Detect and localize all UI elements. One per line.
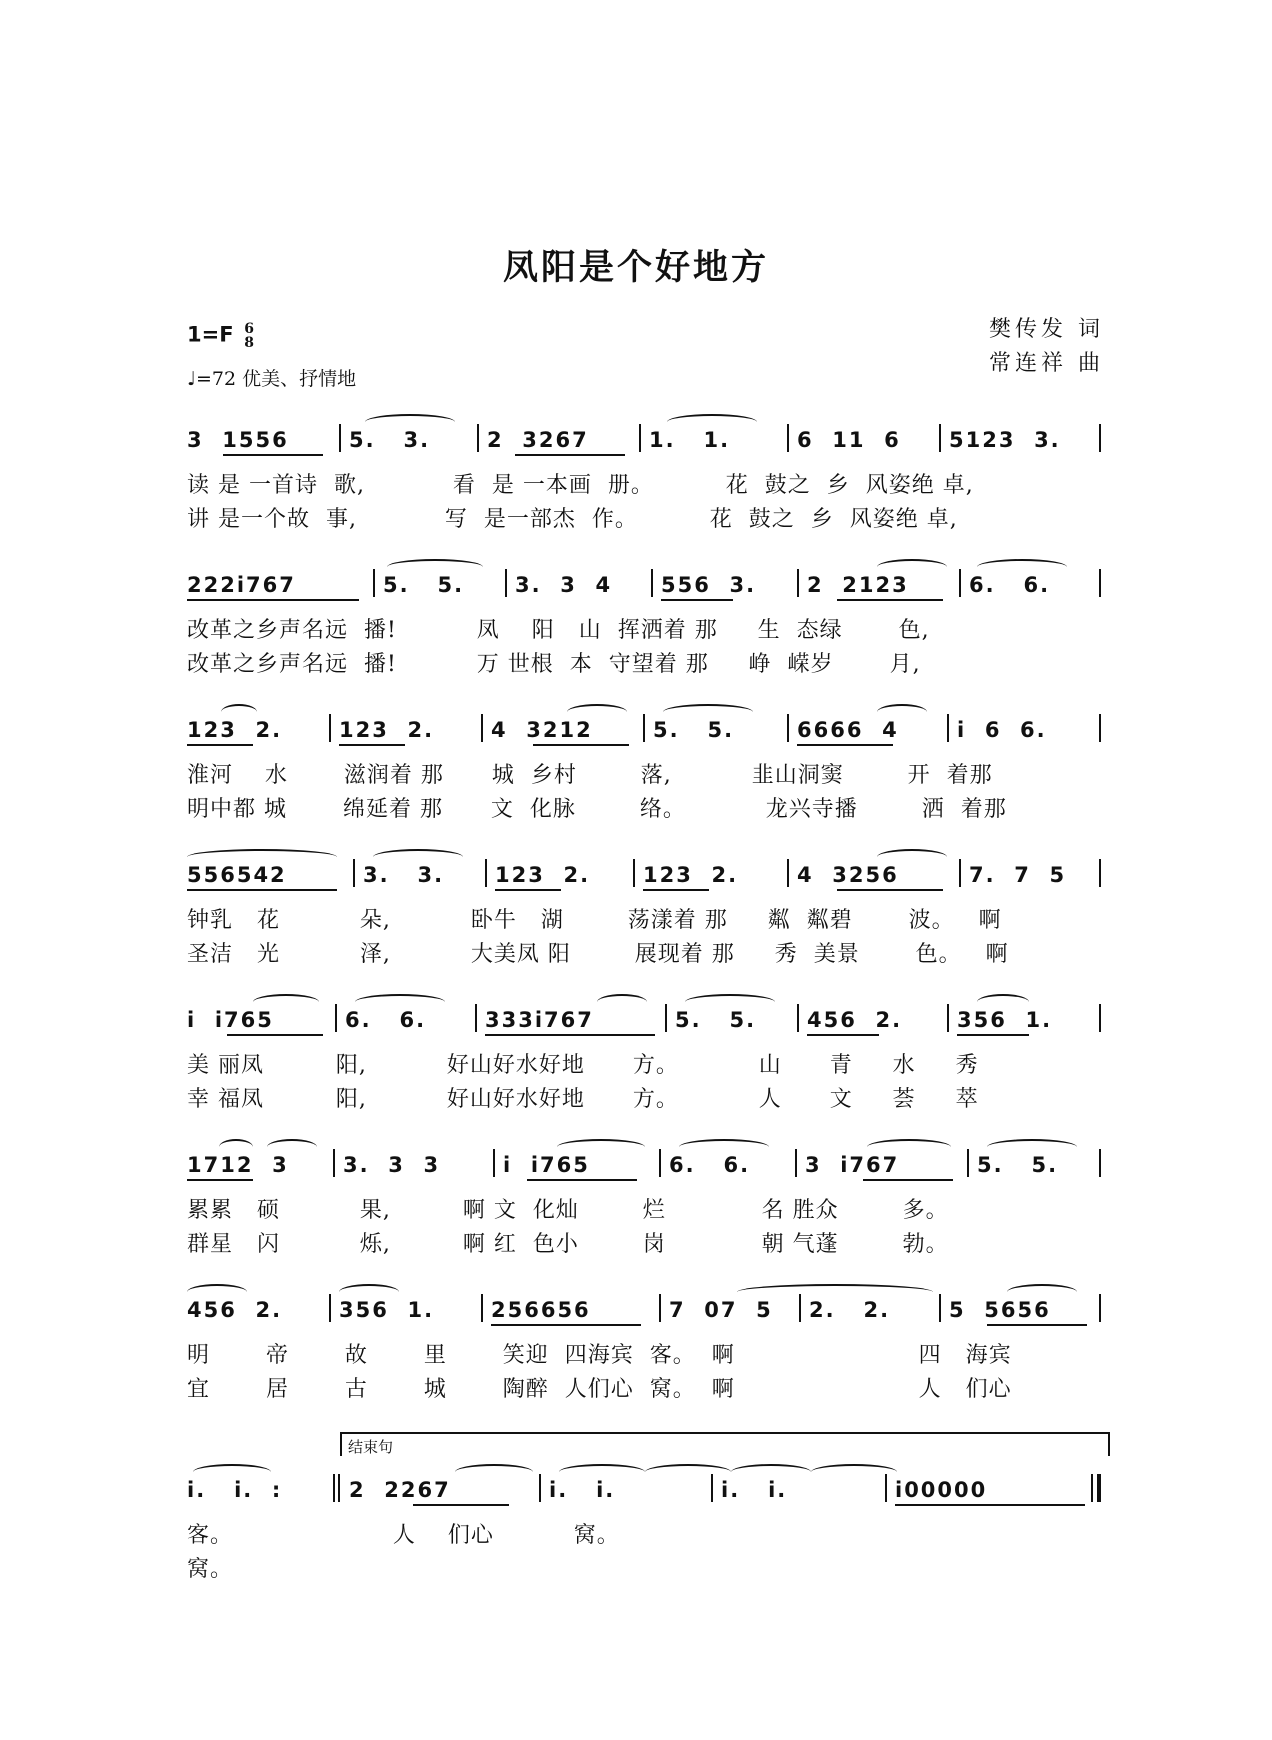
tie-slur <box>355 994 445 1010</box>
measure: 556 3. <box>661 573 757 597</box>
tie-slur <box>559 1464 645 1480</box>
measure: i00000 <box>895 1478 988 1502</box>
tie-slur <box>977 994 1029 1010</box>
tie-slur <box>567 704 627 720</box>
tie-slur <box>187 849 337 865</box>
measure: 6666 4 <box>797 718 899 742</box>
measure: 7. 7 5 <box>969 863 1067 887</box>
ending-bracket <box>340 1432 1110 1456</box>
bar-line <box>481 714 483 742</box>
bar-line <box>475 1004 477 1032</box>
measure: 123 2. <box>495 863 591 887</box>
time-denominator: 8 <box>244 335 254 351</box>
bar-line <box>659 1149 661 1177</box>
measure: 6. 6. <box>969 573 1051 597</box>
tie-slur <box>557 1139 645 1155</box>
bar-line <box>967 1149 969 1177</box>
bar-line <box>339 424 341 452</box>
measure: 3. 3 4 <box>515 573 613 597</box>
key-signature <box>187 322 254 350</box>
tie-slur <box>193 1464 271 1480</box>
beam <box>957 1034 1029 1036</box>
lyric-verse-1: 明 帝 故 里 笑迎 四海宾 客。 啊 四 海宾 <box>187 1343 1012 1368</box>
time-signature <box>244 322 254 350</box>
beam <box>413 1504 509 1506</box>
lyric-verse-2: 圣洁 光 泽, 大美凤 阳 展现着 那 秀 美景 色。 啊 <box>187 942 1009 967</box>
bar-line <box>939 1294 941 1322</box>
measure: 256656 <box>491 1298 591 1322</box>
bar-line <box>373 569 375 597</box>
lyric-verse-2: 明中都 城 绵延着 那 文 化脉 络。 龙兴寺播 洒 着那 <box>187 797 1007 822</box>
beam <box>187 744 253 746</box>
beam <box>227 1034 323 1036</box>
bar-line <box>643 714 645 742</box>
measure: 5 5656 <box>949 1298 1051 1322</box>
bar-line <box>959 569 961 597</box>
bar-line <box>1099 1149 1101 1177</box>
tie-slur <box>877 704 927 720</box>
tie-slur <box>387 559 483 575</box>
tie-slur <box>373 849 463 865</box>
beam <box>807 1034 879 1036</box>
ending-label: 结束句 <box>348 1438 394 1456</box>
bar-line <box>333 1474 335 1502</box>
measure: 123 2. <box>339 718 435 742</box>
bar-line <box>329 714 331 742</box>
measure: i 6 6. <box>957 718 1047 742</box>
measure: 123 2. <box>643 863 739 887</box>
bar-line <box>795 1149 797 1177</box>
beam <box>863 1179 953 1181</box>
bar-line <box>947 714 949 742</box>
lyric-verse-2: 宜 居 古 城 陶醉 人们心 窝。 啊 人 们心 <box>187 1377 1012 1402</box>
bar-line <box>639 424 641 452</box>
bar-line <box>787 424 789 452</box>
tie-slur <box>221 704 257 720</box>
measure: 222i767 <box>187 573 296 597</box>
bar-line <box>959 859 961 887</box>
measure: 456 2. <box>187 1298 283 1322</box>
notation-line <box>187 708 1107 752</box>
beam <box>533 744 629 746</box>
measure: 5. 5. <box>653 718 735 742</box>
tie-slur <box>737 1284 933 1300</box>
tie-slur <box>219 1139 253 1155</box>
tie-slur <box>731 1464 811 1480</box>
key-label: 1=F <box>187 322 234 347</box>
song-title: 凤阳是个好地方 <box>502 247 769 288</box>
notation-line <box>187 563 1107 607</box>
measure: 1712 3 <box>187 1153 289 1177</box>
beam <box>837 889 943 891</box>
tie-slur <box>977 559 1067 575</box>
tie-slur <box>667 414 757 430</box>
bar-line <box>333 1149 335 1177</box>
beam <box>527 1179 637 1181</box>
notation-line <box>187 853 1107 897</box>
time-numerator: 6 <box>244 321 254 337</box>
tie-slur <box>811 1464 897 1480</box>
tie-slur <box>597 994 647 1010</box>
notation-line <box>187 1288 1107 1332</box>
measure: 4 3256 <box>797 863 899 887</box>
lyric-verse-1: 改革之乡声名远 播! 凤 阳 山 挥洒着 那 生 态绿 色, <box>187 618 930 643</box>
beam <box>187 889 337 891</box>
measure: 6 11 6 <box>797 428 901 452</box>
measure: 333i767 <box>485 1008 594 1032</box>
beam <box>837 599 943 601</box>
bar-line <box>1099 424 1101 452</box>
bar-line <box>505 569 507 597</box>
beam <box>495 889 561 891</box>
bar-line <box>1099 859 1101 887</box>
bar-line <box>659 1294 661 1322</box>
measure: 2 2267 <box>349 1478 451 1502</box>
measure: i i765 <box>187 1008 274 1032</box>
tie-slur <box>987 1139 1077 1155</box>
lyric-verse-2: 讲 是一个故 事, 写 是一部杰 作。 花 鼓之 乡 风姿绝 卓, <box>187 507 958 532</box>
beam <box>797 744 893 746</box>
beam <box>339 744 405 746</box>
measure: 5. 3. <box>349 428 431 452</box>
beam <box>187 599 359 601</box>
notation-line <box>187 1468 1107 1512</box>
measure: 2 2123 <box>807 573 909 597</box>
beam <box>515 454 625 456</box>
measure: 3 1556 <box>187 428 289 452</box>
measure: 2 3267 <box>487 428 589 452</box>
beam <box>987 1324 1087 1326</box>
lyric-verse-1: 累累 硕 果, 啊 文 化灿 烂 名 胜众 多。 <box>187 1198 949 1223</box>
lyric-verse-1: 钟乳 花 朵, 卧牛 湖 荡漾着 那 粼 粼碧 波。 啊 <box>187 908 1002 933</box>
bar-line <box>633 859 635 887</box>
bar-line <box>1099 1294 1101 1322</box>
tie-slur <box>365 414 455 430</box>
lyric-verse-2: 窝。 <box>187 1557 234 1582</box>
bar-line <box>539 1474 541 1502</box>
beam <box>895 1504 1085 1506</box>
bar-line <box>651 569 653 597</box>
measure: 5. 5. <box>977 1153 1059 1177</box>
tie-slur <box>685 994 775 1010</box>
measure: 5. 5. <box>383 573 465 597</box>
measure: 7 07 5 <box>669 1298 773 1322</box>
composer-credit: 常连祥 曲 <box>989 351 1104 376</box>
bar-line <box>939 424 941 452</box>
bar-line <box>353 859 355 887</box>
tie-slur <box>877 559 947 575</box>
bar-line <box>797 1004 799 1032</box>
bar-line <box>787 859 789 887</box>
tie-slur <box>455 1464 533 1480</box>
lyric-verse-1: 淮河 水 滋润着 那 城 乡村 落, 韭山洞窦 开 着那 <box>187 763 993 788</box>
bar-line <box>1099 569 1101 597</box>
beam <box>661 599 733 601</box>
lyric-verse-2: 群星 闪 烁, 啊 红 色小 岗 朝 气蓬 勃。 <box>187 1232 949 1257</box>
beam <box>485 1034 655 1036</box>
bar-line <box>1099 714 1101 742</box>
notation-line <box>187 1143 1107 1187</box>
tie-slur <box>339 1284 399 1300</box>
measure: i. i. : <box>187 1478 283 1502</box>
bar-line <box>1099 1004 1101 1032</box>
measure: 356 1. <box>957 1008 1053 1032</box>
beam <box>491 1324 641 1326</box>
tie-slur <box>663 704 753 720</box>
bar-line <box>797 569 799 597</box>
tie-slur <box>867 1139 951 1155</box>
bar-line <box>485 859 487 887</box>
measure: 1. 1. <box>649 428 731 452</box>
bar-line <box>477 424 479 452</box>
bar-line <box>335 1004 337 1032</box>
beam <box>643 889 709 891</box>
notation-line <box>187 418 1107 462</box>
bar-line <box>665 1004 667 1032</box>
measure: i. i. <box>549 1478 616 1502</box>
tie-slur <box>187 1284 247 1300</box>
bar-line <box>481 1294 483 1322</box>
tie-slur <box>679 1139 769 1155</box>
bar-line <box>493 1149 495 1177</box>
lyric-verse-1: 美 丽凤 阳, 好山好水好地 方。 山 青 水 秀 <box>187 1053 979 1078</box>
bar-line <box>1091 1474 1093 1502</box>
lyricist-credit: 樊传发 词 <box>989 317 1104 342</box>
tie-slur <box>1007 1284 1077 1300</box>
measure: 456 2. <box>807 1008 903 1032</box>
tie-slur <box>877 849 947 865</box>
measure: 123 2. <box>187 718 283 742</box>
measure: 6. 6. <box>345 1008 427 1032</box>
tie-slur <box>267 1139 317 1155</box>
measure: 3. 3 3 <box>343 1153 441 1177</box>
bar-line <box>947 1004 949 1032</box>
tie-slur <box>253 994 319 1010</box>
measure: 3 i767 <box>805 1153 900 1177</box>
bar-line <box>329 1294 331 1322</box>
notation-line <box>187 998 1107 1042</box>
measure: 6. 6. <box>669 1153 751 1177</box>
lyric-verse-2: 改革之乡声名远 播! 万 世根 本 守望着 那 峥 嵘岁 月, <box>187 652 921 677</box>
measure: 3. 3. <box>363 863 445 887</box>
tempo-marking: ♩=72 优美、抒情地 <box>187 368 357 390</box>
measure: 2. 2. <box>809 1298 891 1322</box>
beam <box>187 1179 253 1181</box>
beam <box>223 454 323 456</box>
measure: i i765 <box>503 1153 590 1177</box>
measure: 4 3212 <box>491 718 593 742</box>
final-bar <box>1097 1474 1101 1502</box>
bar-line <box>787 714 789 742</box>
lyric-verse-1: 读 是 一首诗 歌, 看 是 一本画 册。 花 鼓之 乡 风姿绝 卓, <box>187 473 974 498</box>
lyric-verse-1: 客。 人 们心 窝。 <box>187 1523 620 1548</box>
measure: 5. 5. <box>675 1008 757 1032</box>
lyric-verse-2: 幸 福凤 阳, 好山好水好地 方。 人 文 荟 萃 <box>187 1087 979 1112</box>
measure: 5123 3. <box>949 428 1061 452</box>
tie-slur <box>645 1464 731 1480</box>
repeat-double-bar <box>338 1474 340 1502</box>
measure: 556542 <box>187 863 287 887</box>
measure: 356 1. <box>339 1298 435 1322</box>
measure: i. i. <box>721 1478 788 1502</box>
